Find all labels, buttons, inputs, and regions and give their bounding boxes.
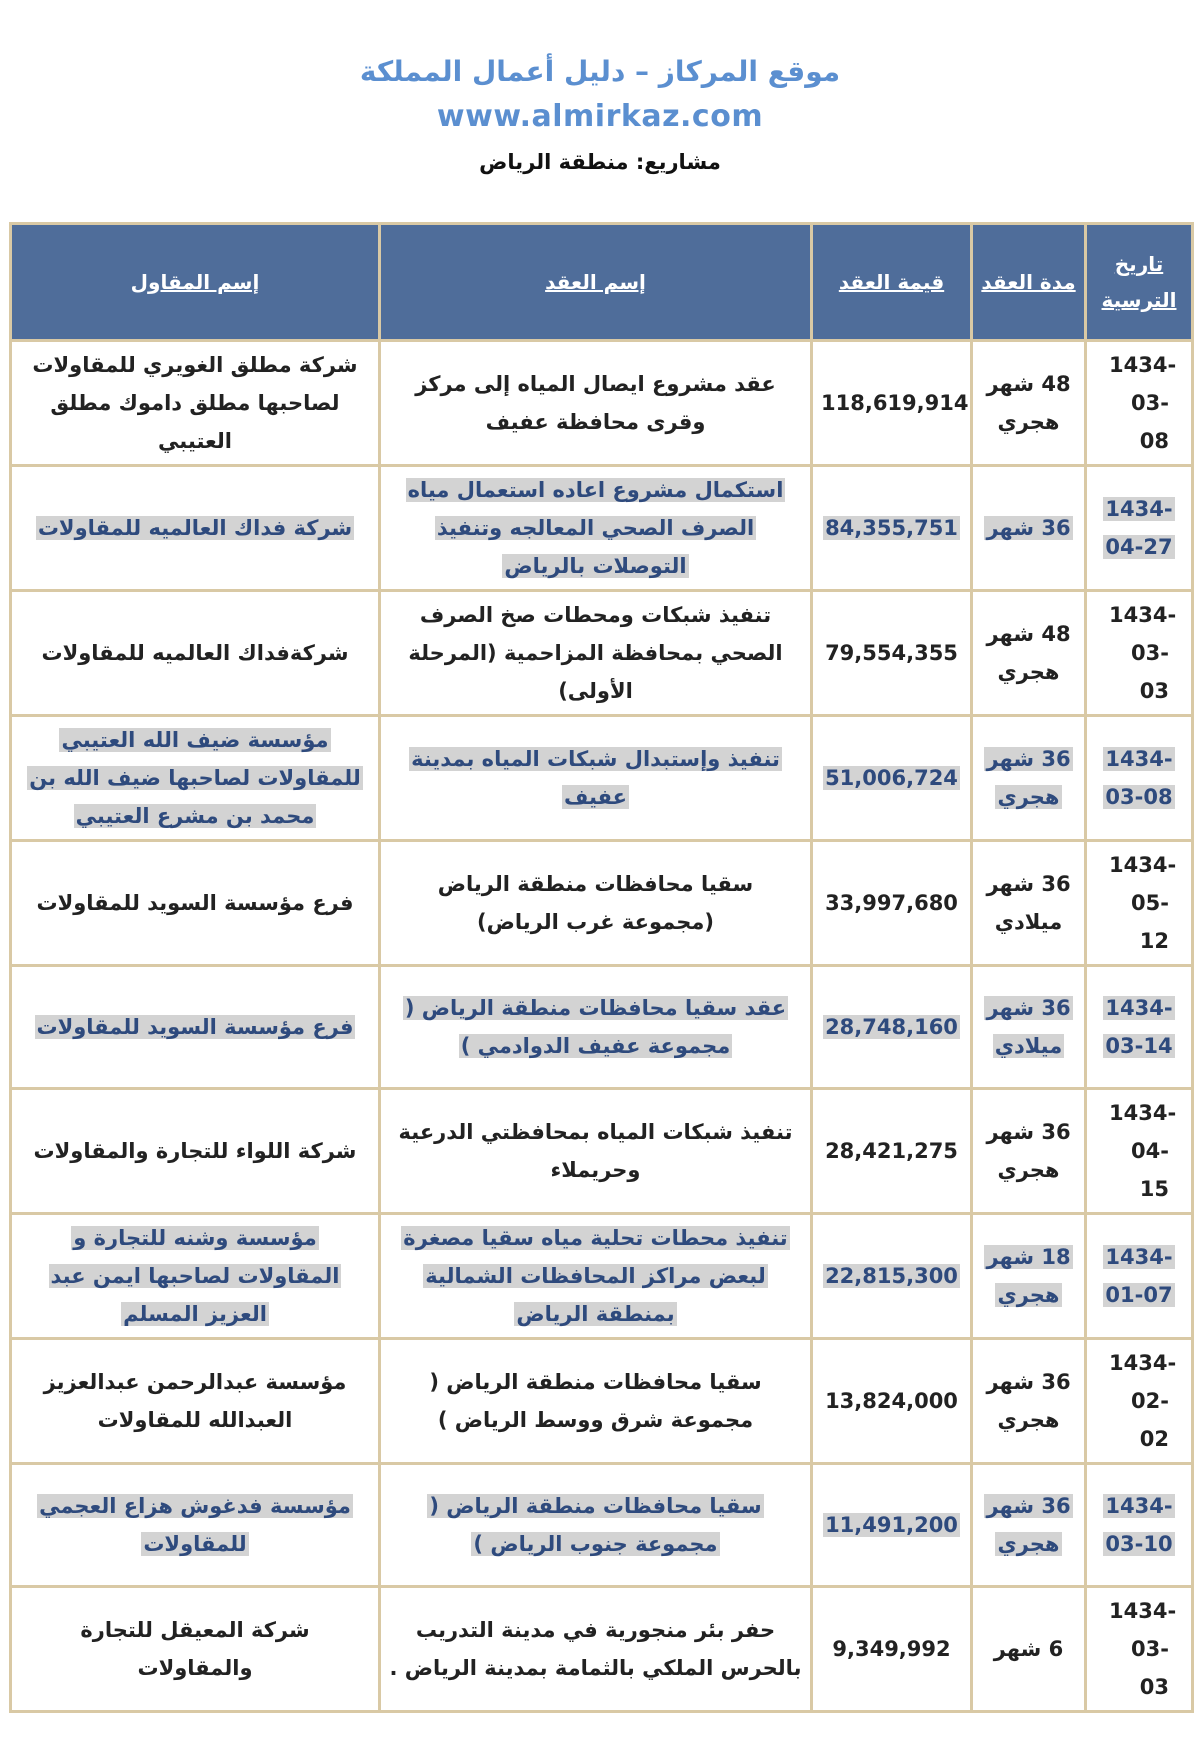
- cell-contract-name: [380, 1464, 812, 1587]
- cell-contract-value-text: 51,006,724: [825, 766, 958, 790]
- cell-contract-name-text: سقيا محافظات منطقة الرياض ( مجموعة شرق ووسط الرياض ): [429, 1370, 762, 1432]
- projects-table: [9, 222, 1194, 1713]
- cell-contractor-name: [11, 466, 380, 591]
- cell-contract-value: [812, 341, 972, 466]
- cell-award-date: [1086, 966, 1193, 1089]
- cell-award-date-text: 1434-03-08: [1105, 747, 1173, 809]
- cell-contractor-name-text: شركة مطلق الغويري للمقاولات لصاحبها مطلق داموك مطلق العتيبي: [32, 353, 358, 453]
- cell-contract-value: [812, 1587, 972, 1712]
- cell-award-date-text: 1434-01-07: [1105, 1245, 1173, 1307]
- cell-contract-duration: [972, 1464, 1086, 1587]
- cell-contractor-name-text: شركة اللواء للتجارة والمقاولات: [33, 1139, 357, 1163]
- cell-contract-duration-text: 6 شهر: [993, 1637, 1064, 1661]
- cell-contract-name-text: حفر بئر منجورية في مدينة التدريب بالحرس الملكي بالثمامة بمدينة الرياض .: [389, 1618, 802, 1680]
- cell-contract-value-text: 33,997,680: [825, 891, 958, 915]
- cell-award-date-text: 1434-03-03: [1109, 1599, 1177, 1699]
- cell-contract-duration-text: 48 شهر هجري: [986, 372, 1071, 434]
- page-header: [0, 50, 1200, 184]
- table-row: [11, 1214, 1193, 1339]
- cell-contract-duration-text: 48 شهر هجري: [986, 622, 1071, 684]
- cell-award-date-text: 1434-03-08: [1109, 353, 1177, 453]
- cell-contract-duration: [972, 841, 1086, 966]
- cell-contractor-name: [11, 966, 380, 1089]
- cell-award-date-text: 1434-05-12: [1109, 853, 1177, 953]
- cell-award-date-text: 1434-04-27: [1105, 497, 1173, 559]
- cell-contract-value-text: 13,824,000: [825, 1389, 958, 1413]
- cell-contractor-name: [11, 716, 380, 841]
- cell-contract-value: [812, 841, 972, 966]
- cell-contractor-name-text: مؤسسة فدغوش هزاع العجمي للمقاولات: [39, 1494, 351, 1556]
- cell-contract-duration: [972, 966, 1086, 1089]
- cell-award-date-text: 1434-04-15: [1109, 1101, 1177, 1201]
- cell-award-date: [1086, 1214, 1193, 1339]
- cell-award-date-text: 1434-02-02: [1109, 1351, 1177, 1451]
- cell-contractor-name: [11, 1464, 380, 1587]
- cell-contractor-name-text: شركة المعيقل للتجارة والمقاولات: [80, 1618, 310, 1680]
- cell-contract-duration: [972, 1089, 1086, 1214]
- cell-contract-duration: [972, 1339, 1086, 1464]
- cell-contract-value: [812, 1464, 972, 1587]
- cell-contractor-name: [11, 1214, 380, 1339]
- header-contract-name: إسم العقد: [380, 224, 812, 341]
- cell-contract-value: [812, 1339, 972, 1464]
- cell-contract-value-text: 11,491,200: [825, 1513, 958, 1537]
- cell-contract-duration-text: 36 شهر هجري: [986, 1494, 1071, 1556]
- cell-contract-name: [380, 716, 812, 841]
- cell-contract-value: [812, 966, 972, 1089]
- table-header-row: [11, 224, 1193, 341]
- cell-contract-name: [380, 591, 812, 716]
- cell-contract-name: [380, 341, 812, 466]
- cell-contract-duration: [972, 1587, 1086, 1712]
- cell-contract-duration-text: 36 شهر ميلادي: [986, 872, 1071, 934]
- cell-contract-name: [380, 1089, 812, 1214]
- table-row: [11, 966, 1193, 1089]
- cell-contract-duration: [972, 466, 1086, 591]
- table-row: [11, 841, 1193, 966]
- site-url[interactable]: www.almirkaz.com: [436, 99, 764, 134]
- cell-contract-value-text: 84,355,751: [825, 516, 958, 540]
- cell-contract-name: [380, 841, 812, 966]
- cell-contract-name: [380, 1587, 812, 1712]
- table-row: [11, 341, 1193, 466]
- cell-award-date: [1086, 1089, 1193, 1214]
- cell-contractor-name: [11, 1339, 380, 1464]
- cell-award-date: [1086, 341, 1193, 466]
- table-body: [11, 341, 1193, 1712]
- cell-award-date: [1086, 591, 1193, 716]
- cell-contract-name-text: عقد مشروع ايصال المياه إلى مركز وقرى محافظة عفيف: [415, 372, 776, 434]
- cell-contract-value: [812, 1089, 972, 1214]
- cell-contractor-name-text: فرع مؤسسة السويد للمقاولات: [36, 1015, 354, 1039]
- cell-contract-name-text: سقيا محافظات منطقة الرياض (مجموعة غرب الرياض): [437, 872, 754, 934]
- cell-contractor-name-text: شركةفداك العالميه للمقاولات: [41, 641, 349, 665]
- table-row: [11, 716, 1193, 841]
- cell-contract-value-text: 9,349,992: [832, 1637, 951, 1661]
- cell-contract-duration-text: 36 شهر هجري: [986, 1370, 1071, 1432]
- cell-contract-name-text: تنفيذ شبكات ومحطات صخ الصرف الصحي بمحافظة المزاحمية (المرحلة الأولى): [408, 603, 783, 703]
- table-row: [11, 1339, 1193, 1464]
- table-row: [11, 1587, 1193, 1712]
- cell-contract-value-text: 28,421,275: [825, 1139, 958, 1163]
- cell-award-date-text: 1434-03-03: [1109, 603, 1177, 703]
- header-award-date: تاريخ الترسية: [1086, 224, 1193, 341]
- cell-contractor-name-text: شركة فداك العالميه للمقاولات: [37, 516, 353, 540]
- cell-contractor-name: [11, 341, 380, 466]
- cell-contract-value-text: 22,815,300: [825, 1264, 958, 1288]
- header-contract-value: قيمة العقد: [812, 224, 972, 341]
- cell-contract-duration: [972, 1214, 1086, 1339]
- header-contractor-name: إسم المقاول: [11, 224, 380, 341]
- cell-contract-duration-text: 36 شهر هجري: [986, 1120, 1071, 1182]
- cell-award-date: [1086, 1464, 1193, 1587]
- cell-contract-value: [812, 591, 972, 716]
- cell-contract-duration-text: 36 شهر ميلادي: [986, 996, 1071, 1058]
- cell-contract-duration-text: 36 شهر هجري: [986, 747, 1071, 809]
- cell-contract-duration: [972, 341, 1086, 466]
- cell-contract-value: [812, 466, 972, 591]
- cell-contract-value: [812, 716, 972, 841]
- table-row: [11, 591, 1193, 716]
- cell-contract-value: [812, 1214, 972, 1339]
- table-row: [11, 1464, 1193, 1587]
- cell-award-date: [1086, 1587, 1193, 1712]
- cell-contract-name: [380, 966, 812, 1089]
- cell-contractor-name: [11, 1587, 380, 1712]
- cell-contract-name-text: سقيا محافظات منطقة الرياض ( مجموعة جنوب الرياض ): [429, 1494, 762, 1556]
- cell-contractor-name: [11, 1089, 380, 1214]
- cell-contract-name-text: تنفيذ محطات تحلية مياه سقيا مصغرة لبعض مراكز المحافظات الشمالية بمنطقة الرياض: [403, 1226, 788, 1326]
- cell-contractor-name: [11, 591, 380, 716]
- cell-contractor-name: [11, 841, 380, 966]
- cell-contract-name-text: استكمال مشروع اعاده استعمال مياه الصرف الصحي المعالجه وتنفيذ التوصلات بالرياض: [407, 478, 784, 578]
- cell-contract-duration-text: 36 شهر: [986, 516, 1071, 540]
- cell-award-date: [1086, 716, 1193, 841]
- cell-contract-value-text: 79,554,355: [825, 641, 958, 665]
- table-row: [11, 1089, 1193, 1214]
- cell-contractor-name-text: مؤسسة ضيف الله العتيبي للمقاولات لصاحبها ضيف الله بن محمد بن مشرع العتيبي: [29, 728, 361, 828]
- cell-award-date: [1086, 466, 1193, 591]
- cell-award-date: [1086, 841, 1193, 966]
- site-title: موقع المركاز – دليل أعمال المملكة: [359, 55, 841, 88]
- cell-contract-name-text: تنفيذ شبكات المياه بمحافظتي الدرعية وحريملاء: [398, 1120, 793, 1182]
- cell-contractor-name-text: مؤسسة عبدالرحمن عبدالعزيز العبدالله للمقاولات: [43, 1370, 347, 1432]
- cell-contract-name: [380, 1339, 812, 1464]
- cell-contract-duration-text: 18 شهر هجري: [986, 1245, 1071, 1307]
- cell-contract-name: [380, 466, 812, 591]
- cell-contractor-name-text: مؤسسة وشنه للتجارة و المقاولات لصاحبها ايمن عبد العزيز المسلم: [50, 1226, 340, 1326]
- header-contract-duration: مدة العقد: [972, 224, 1086, 341]
- page-subtitle: مشاريع: منطقة الرياض: [479, 150, 721, 174]
- cell-contractor-name-text: فرع مؤسسة السويد للمقاولات: [36, 891, 354, 915]
- cell-award-date-text: 1434-03-14: [1105, 996, 1173, 1058]
- table-row: [11, 466, 1193, 591]
- cell-contract-value-text: 118,619,914: [821, 391, 969, 415]
- cell-contract-name: [380, 1214, 812, 1339]
- cell-contract-duration: [972, 591, 1086, 716]
- cell-contract-name-text: عقد سقيا محافظات منطقة الرياض ( مجموعة عفيف الدوادمي ): [404, 996, 787, 1058]
- cell-contract-duration: [972, 716, 1086, 841]
- cell-contract-value-text: 28,748,160: [825, 1015, 958, 1039]
- cell-contract-name-text: تنفيذ وإستبدال شبكات المياه بمدينة عفيف: [411, 747, 780, 809]
- cell-award-date: [1086, 1339, 1193, 1464]
- cell-award-date-text: 1434-03-10: [1105, 1494, 1173, 1556]
